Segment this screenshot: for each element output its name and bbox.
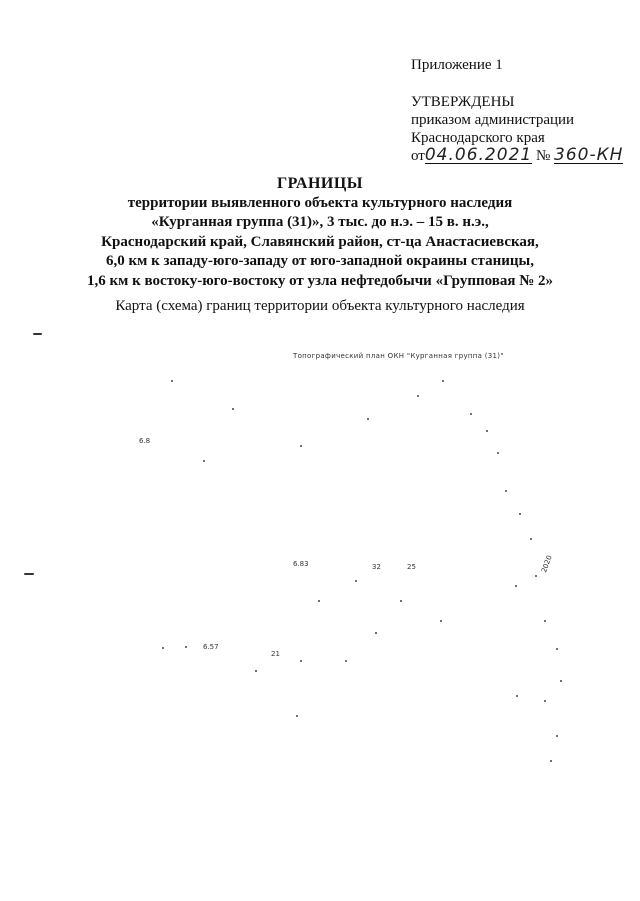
title-line-1: ГРАНИЦЫ [276,175,363,192]
survey-point [497,452,499,454]
map-label: 32 [372,563,381,571]
order-date-line [411,147,623,165]
order-date: 04.06.2021 [424,145,533,165]
map-label: 6.57 [203,643,219,651]
survey-point [318,600,320,602]
survey-point [185,646,187,648]
survey-point [486,430,488,432]
survey-point [505,490,507,492]
survey-point [535,575,537,577]
survey-point [442,380,444,382]
title-line-5: 6,0 км к западу-юго-западу от юго-западной окраины станицы, [105,253,534,270]
map-label: 6.8 [139,437,151,445]
map-caption: Топографический план ОКН "Курганная группа (31)" [293,352,504,360]
survey-point [400,600,402,602]
order-number: 360-КН [554,145,624,165]
document-title [0,174,640,292]
survey-point [296,715,298,717]
survey-point [232,408,234,410]
map-area [0,330,640,901]
survey-point [544,700,546,702]
map-subtitle: Карта (схема) границ территории объекта культурного наследия [115,298,525,314]
order-line: приказом администрации [411,112,575,128]
survey-point [516,695,518,697]
survey-point [300,660,302,662]
title-line-3: «Курганная группа (31)», 3 тыс. до н.э. – 15 в. н.э., [151,214,489,231]
survey-point [440,620,442,622]
map-label: 6.83 [293,560,309,568]
title-line-2: территории выявленного объекта культурного наследия [127,194,513,211]
map-label: 25 [407,563,416,571]
title-line-6: 1,6 км к востоку-юго-востоку от узла нефтедобычи «Групповая № 2» [86,272,554,289]
survey-point [550,760,552,762]
appendix-label: Приложение 1 [411,57,503,73]
approved-heading: УТВЕРЖДЕНЫ [411,94,515,110]
survey-point [300,445,302,447]
survey-point [417,395,419,397]
number-sign: № [535,148,551,164]
survey-point [367,418,369,420]
survey-point [560,680,562,682]
punch-hole-mark-bottom [24,573,34,575]
survey-point [162,647,164,649]
survey-point [519,513,521,515]
survey-point [355,580,357,582]
survey-point [171,380,173,382]
title-line-4: Краснодарский край, Славянский район, ст-ца Анастасиевская, [101,233,539,250]
approval-block [411,93,623,165]
survey-point [556,648,558,650]
survey-point [375,632,377,634]
survey-point [255,670,257,672]
survey-point [530,538,532,540]
punch-hole-mark-top [33,333,42,335]
survey-point [470,413,472,415]
from-prefix: от [411,148,425,164]
survey-point [345,660,347,662]
region-line: Краснодарского края [411,130,545,146]
survey-point [556,735,558,737]
map-label: 21 [271,650,280,658]
survey-point [515,585,517,587]
survey-point [544,620,546,622]
map-label: 2020 [540,554,554,574]
survey-point [203,460,205,462]
